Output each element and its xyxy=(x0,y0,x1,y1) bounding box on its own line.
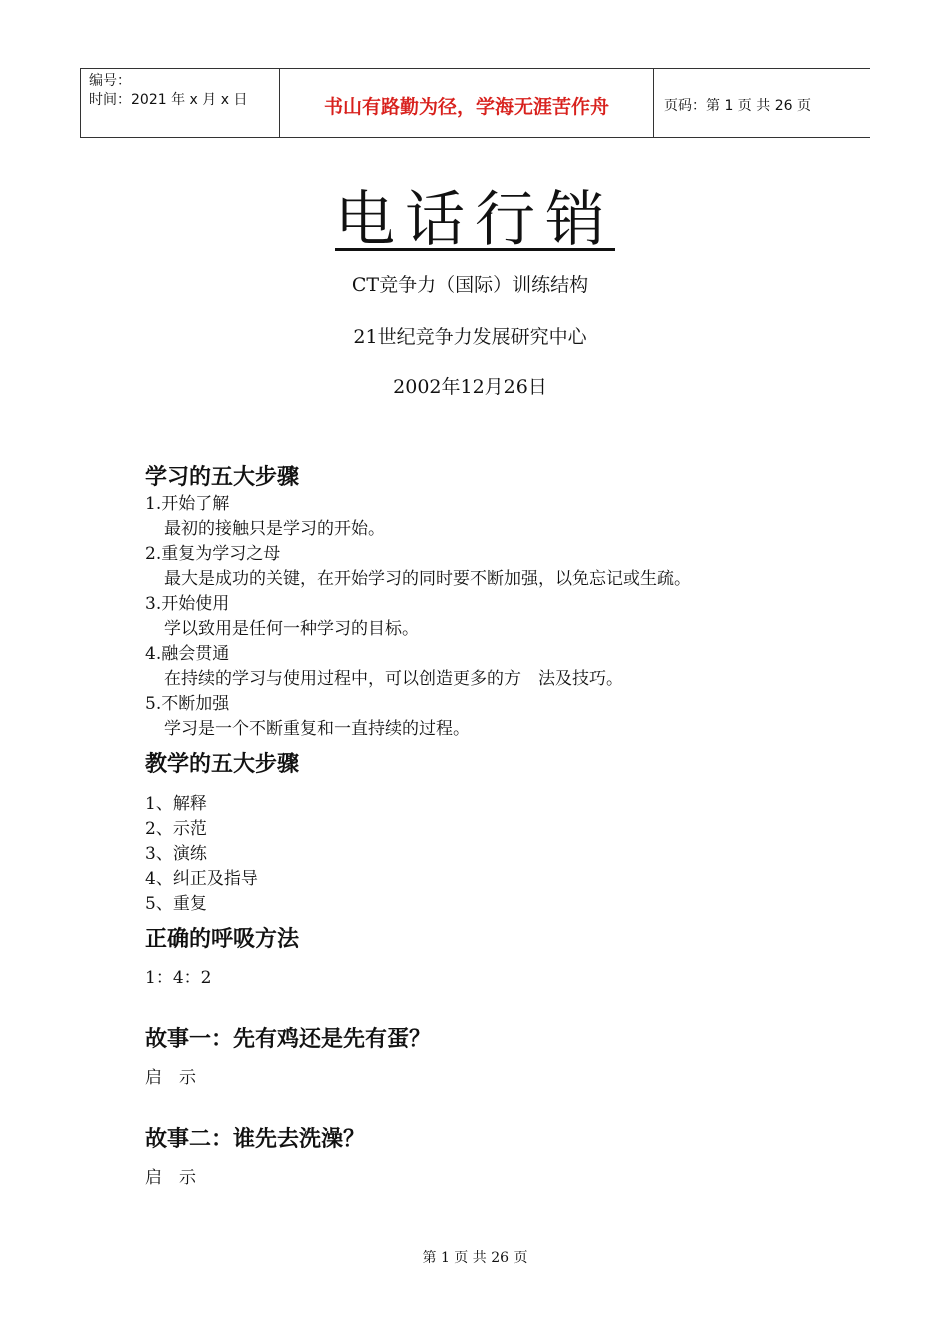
learning-heading: 学习的五大步骤 xyxy=(145,465,300,490)
page-info: 页码：第 1 页 共 26 页 xyxy=(664,98,811,114)
story1-heading: 故事一：先有鸡还是先有蛋？ xyxy=(145,1027,432,1052)
teaching-item: 1、解释 xyxy=(145,794,207,814)
breathing-ratio: 1：4：2 xyxy=(145,968,212,988)
motto: 书山有路勤为径，学海无涯苦作舟 xyxy=(280,69,654,137)
page-title: 电话行销 xyxy=(335,185,615,255)
learning-item-title: 2.重复为学习之母 xyxy=(145,544,281,564)
teaching-item: 4、纠正及指导 xyxy=(145,869,258,889)
teaching-item: 5、重复 xyxy=(145,894,207,914)
page-title-wrap xyxy=(0,172,950,258)
learning-item-title: 3.开始使用 xyxy=(145,594,230,614)
learning-item-title: 5.不断加强 xyxy=(145,694,230,714)
header-left-cell xyxy=(80,69,280,137)
subtitle-date: 2002年12月26日 xyxy=(393,376,547,398)
learning-item-desc: 最初的接触只是学习的开始。 xyxy=(164,519,385,539)
teaching-item: 3、演练 xyxy=(145,844,207,864)
learning-item-title: 1.开始了解 xyxy=(145,494,230,514)
subtitle-org: CT竞争力（国际）训练结构 xyxy=(351,274,589,296)
page-footer: 第 1 页 共 26 页 xyxy=(422,1250,528,1266)
breathing-heading: 正确的呼吸方法 xyxy=(145,927,300,952)
time-label: 时间：2021 年 x 月 x 日 xyxy=(89,92,248,108)
learning-item-desc: 在持续的学习与使用过程中，可以创造更多的方 法及技巧。 xyxy=(164,669,623,689)
learning-item-desc: 学以致用是任何一种学习的目标。 xyxy=(164,619,419,639)
story1-note: 启 示 xyxy=(145,1068,196,1088)
story2-heading: 故事二：谁先去洗澡？ xyxy=(145,1127,366,1152)
teaching-item: 2、示范 xyxy=(145,819,207,839)
header-table xyxy=(80,68,870,138)
story2-note: 启 示 xyxy=(145,1168,196,1188)
number-label: 编号： xyxy=(89,73,131,89)
teaching-heading: 教学的五大步骤 xyxy=(145,752,300,777)
learning-item-desc: 最大是成功的关键，在开始学习的同时要不断加强，以免忘记或生疏。 xyxy=(164,569,691,589)
learning-item-title: 4.融会贯通 xyxy=(145,644,230,664)
learning-item-desc: 学习是一个不断重复和一直持续的过程。 xyxy=(164,719,470,739)
subtitle-center: 21世纪竞争力发展研究中心 xyxy=(353,326,587,348)
